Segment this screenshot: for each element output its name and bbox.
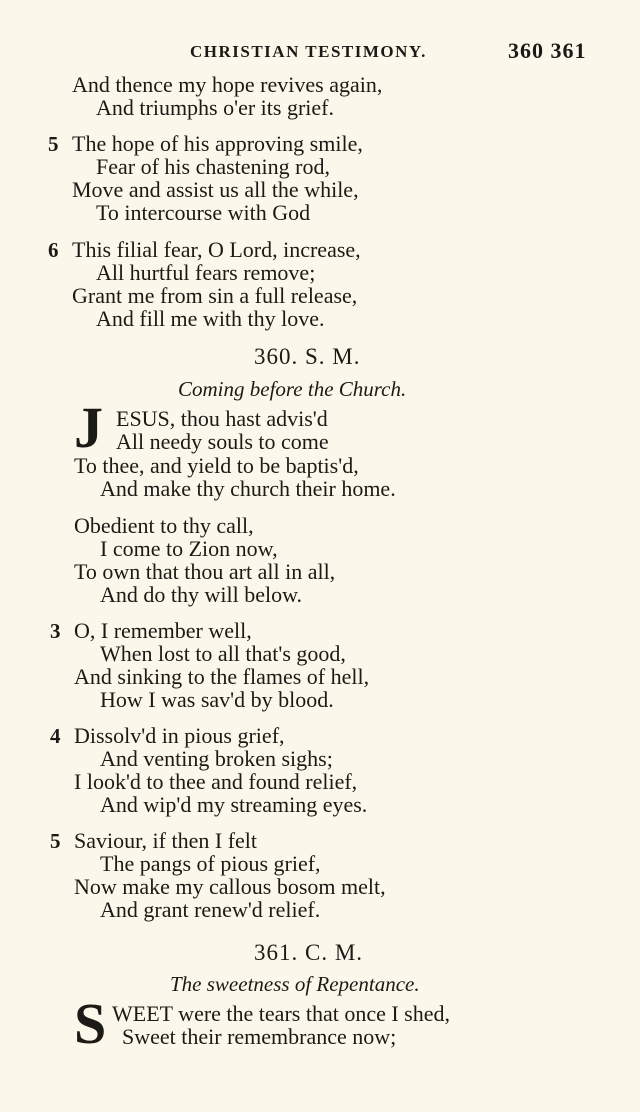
verse-line: And venting broken sighs; bbox=[100, 746, 333, 771]
stanza-number: 5 bbox=[50, 829, 61, 853]
verse-line: ESUS, thou hast advis'd bbox=[116, 406, 328, 431]
verse-line: I look'd to thee and found relief, bbox=[74, 769, 358, 794]
verse-line: And sinking to the flames of hell, bbox=[74, 664, 370, 689]
verse-line: How I was sav'd by blood. bbox=[100, 687, 334, 712]
verse-line: To thee, and yield to be baptis'd, bbox=[74, 453, 359, 478]
verse-line: The pangs of pious grief, bbox=[100, 851, 321, 876]
stanza-number: 6 bbox=[48, 238, 59, 262]
hymn-title: 361. C. M. bbox=[254, 940, 364, 965]
stanza-number: 5 bbox=[48, 132, 59, 156]
verse-line: And fill me with thy love. bbox=[96, 306, 325, 331]
verse-line: All needy souls to come bbox=[116, 429, 329, 454]
verse-line: The hope of his approving smile, bbox=[72, 131, 363, 156]
verse-line: Move and assist us all the while, bbox=[72, 177, 359, 202]
verse-line: And wip'd my streaming eyes. bbox=[100, 792, 368, 817]
verse-line: Dissolv'd in pious grief, bbox=[74, 723, 285, 748]
verse-line: Grant me from sin a full release, bbox=[72, 283, 358, 308]
verse-line: And grant renew'd relief. bbox=[100, 897, 321, 922]
verse-line: Now make my callous bosom melt, bbox=[74, 874, 386, 899]
hymn-title: 360. S. M. bbox=[254, 344, 361, 369]
verse-line: Obedient to thy call, bbox=[74, 513, 254, 538]
verse-line: Sweet their remembrance now; bbox=[122, 1024, 397, 1049]
verse-line: And triumphs o'er its grief. bbox=[96, 95, 334, 120]
hymn-subtitle: Coming before the Church. bbox=[178, 377, 407, 401]
verse-line: And do thy will below. bbox=[100, 582, 303, 607]
verse-line: All hurtful fears remove; bbox=[96, 260, 316, 285]
verse-line: To intercourse with God bbox=[96, 200, 311, 225]
verse-line: Saviour, if then I felt bbox=[74, 828, 258, 853]
page-numbers: 360 361 bbox=[508, 38, 587, 63]
stanza-number: 3 bbox=[50, 619, 61, 643]
stanza-number: 4 bbox=[50, 724, 61, 748]
verse-line: WEET were the tears that once I shed, bbox=[112, 1001, 451, 1026]
verse-line: O, I remember well, bbox=[74, 618, 252, 643]
drop-cap: J bbox=[74, 395, 103, 460]
verse-line: Fear of his chastening rod, bbox=[96, 154, 330, 179]
verse-line: And make thy church their home. bbox=[100, 476, 396, 501]
verse-line: To own that thou art all in all, bbox=[74, 559, 336, 584]
verse-line: When lost to all that's good, bbox=[100, 641, 346, 666]
verse-line: I come to Zion now, bbox=[100, 536, 278, 561]
verse-line: This filial fear, O Lord, increase, bbox=[72, 237, 361, 262]
hymn-subtitle: The sweetness of Repentance. bbox=[170, 972, 420, 996]
drop-cap: S bbox=[74, 991, 107, 1056]
running-head: CHRISTIAN TESTIMONY. bbox=[190, 42, 427, 61]
verse-line: And thence my hope revives again, bbox=[72, 72, 383, 97]
page-header bbox=[0, 38, 640, 68]
